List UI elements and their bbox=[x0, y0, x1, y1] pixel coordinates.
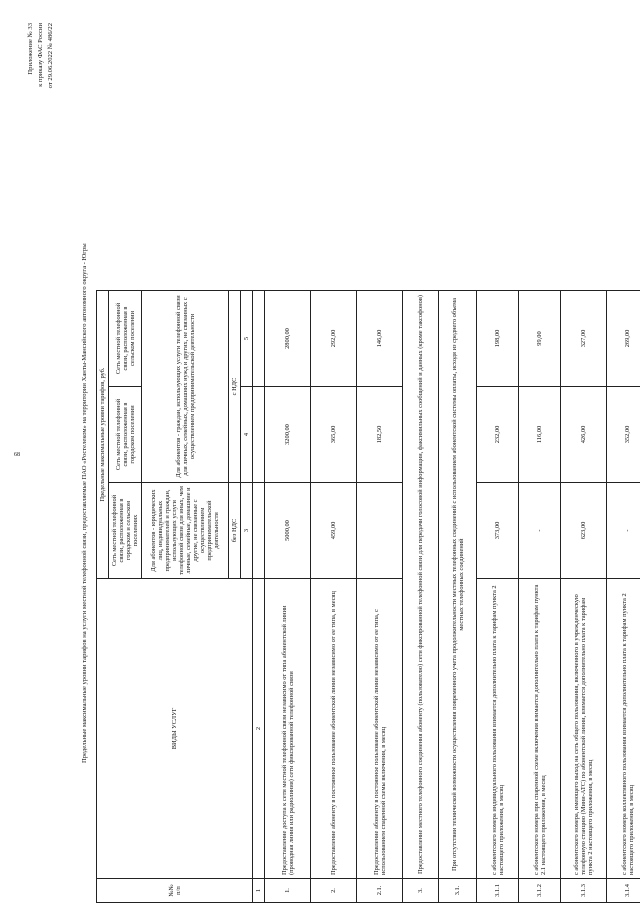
appendix-block bbox=[26, 23, 56, 88]
row-value-b: 352,00 bbox=[607, 387, 640, 483]
row-value-a bbox=[357, 483, 403, 579]
row-value-b: 116,00 bbox=[519, 387, 561, 483]
table-row bbox=[519, 291, 561, 903]
rotated-page bbox=[2, 3, 638, 903]
page-number: 68 bbox=[14, 452, 20, 458]
row-value-a: 623,00 bbox=[561, 483, 607, 579]
row-service-span: Предоставление местного телефонного соединения абоненту (пользователю) сети фиксированной телефонной связи для передачи голосовой информации, факсимильных сообщений и данных (кроме таксофонов) bbox=[403, 291, 439, 879]
table-row bbox=[607, 291, 640, 903]
row-value-b: 232,00 bbox=[477, 387, 519, 483]
row-number: 2. bbox=[311, 879, 357, 903]
header-vat-bc: с НДС bbox=[229, 291, 241, 483]
header-num-4: 4 bbox=[241, 387, 253, 483]
row-value-a: 373,00 bbox=[477, 483, 519, 579]
row-number: 1. bbox=[265, 879, 311, 903]
row-number: 2.1. bbox=[357, 879, 403, 903]
row-service: с абонентского номера коллективного пользования взимается дополнительно плата к тарифам пункта 2 настоящего приложения, в месяц bbox=[607, 579, 640, 879]
header-col-b: Сеть местной телефонной связи, расположенная в городском поселении bbox=[109, 387, 142, 483]
header-num-5: 5 bbox=[241, 291, 253, 387]
header-col-a: Сеть местной телефонной связи, расположенная в городском и сельском поселениях bbox=[109, 483, 142, 579]
row-value-c: 2800,00 bbox=[265, 291, 311, 387]
row-value-c: 99,00 bbox=[519, 291, 561, 387]
table-row bbox=[477, 291, 519, 903]
row-number: 3.1. bbox=[439, 879, 477, 903]
row-value-b: 182,50 bbox=[357, 387, 403, 483]
row-number: 3.1.2 bbox=[519, 879, 561, 903]
table-row bbox=[403, 291, 439, 903]
table-row bbox=[311, 291, 357, 903]
appendix-line-1: Приложение № 33 bbox=[27, 23, 34, 75]
row-service: с абонентского номера, имеющего выход на сеть общего пользования, включенного в учрежденческую телефонную станцию (Мини-АТС) по абонентской линии, взимается дополнительно плата к тарифам пункта 2 настоящего приложения, в месяц bbox=[561, 579, 607, 879]
header-sub-a: Для абонентов - юридических лиц, индивидуальных предпринимателей и граждан, использующих услуги телефонной связи для иных, чем личные, семейные, домашние и другие, не связанные с осуществлением предпринимательской деятельности bbox=[142, 483, 229, 579]
row-number: 3.1.3 bbox=[561, 879, 607, 903]
row-service-span: При отсутствии технической возможности осуществления повременного учета продолжительности местных телефонных соединений с использованием абонентской системы оплаты, исходя из среднего объема местных телефонных соединений bbox=[439, 291, 477, 879]
tariff-table bbox=[96, 290, 640, 903]
row-value-c: 292,00 bbox=[311, 291, 357, 387]
table-row bbox=[357, 291, 403, 903]
table-row bbox=[265, 291, 311, 903]
row-value-a: - bbox=[519, 483, 561, 579]
header-num-1: 1 bbox=[253, 879, 265, 903]
row-number: 3.1.1 bbox=[477, 879, 519, 903]
row-service: Предоставление доступа к сети местной телефонной связи независимо от типа абонентской линии (проводная линия или радиолиния) сети фиксированной телефонной связи bbox=[265, 579, 311, 879]
row-value-a: 5000,00 bbox=[265, 483, 311, 579]
header-num-2: 2 bbox=[253, 579, 265, 879]
row-value-c: 269,00 bbox=[607, 291, 640, 387]
appendix-line-3: от 29.06.2022 № 486/22 bbox=[47, 23, 54, 89]
row-service: с абонентского номера при спаренной схеме включения взимается дополнительно плата к тарифам пункта 2.1 настоящего приложения, в месяц bbox=[519, 579, 561, 879]
table-row bbox=[561, 291, 607, 903]
row-value-b: 3200,00 bbox=[265, 387, 311, 483]
row-number: 3.1.4 bbox=[607, 879, 640, 903]
header-num-3: 3 bbox=[241, 483, 253, 579]
row-value-a: 459,00 bbox=[311, 483, 357, 579]
row-number: 3. bbox=[403, 879, 439, 903]
row-value-b: 365,00 bbox=[311, 387, 357, 483]
row-service: с абонентского номера индивидуального пользования взимается дополнительно плата к тарифам пункта 2 настоящего приложения, в месяц bbox=[477, 579, 519, 879]
appendix-line-2: к приказу ФАС России bbox=[37, 23, 44, 87]
row-service: Предоставление абоненту в постоянное пользование абонентской линии независимо от ее типа, с использованием спаренной схемы включения, в месяц bbox=[357, 579, 403, 879]
header-tariff-group: Предельные максимальные уровни тарифов, руб. bbox=[97, 291, 109, 579]
row-value-c: 198,00 bbox=[477, 291, 519, 387]
table-row bbox=[439, 291, 477, 903]
row-value-c: 327,00 bbox=[561, 291, 607, 387]
header-vat-a: без НДС bbox=[229, 483, 241, 579]
row-value-b: 426,00 bbox=[561, 387, 607, 483]
row-value-a: - bbox=[607, 483, 640, 579]
header-col-c: Сеть местной телефонной связи, расположенная в сельском поселении bbox=[109, 291, 142, 387]
header-sub-bc: Для абонентов - граждан, использующих услуги телефонной связи для личных, семейных, домашних нужд и других, не связанных с осуществлением предпринимательской деятельности bbox=[142, 291, 229, 483]
header-services: ВИДЫ УСЛУГ bbox=[97, 579, 253, 879]
row-value-c: 146,00 bbox=[357, 291, 403, 387]
row-service: Предоставление абоненту в постоянное пользование абонентской линии независимо от ее типа, в месяц bbox=[311, 579, 357, 879]
document-title: Предельные максимальные уровни тарифов на услуги местной телефонной связи, предоставляемые ПАО «Ростелеком» на территории Ханты-Мансийского автономного округа - Югры bbox=[81, 243, 88, 763]
header-no: №№ п/п bbox=[97, 879, 253, 903]
